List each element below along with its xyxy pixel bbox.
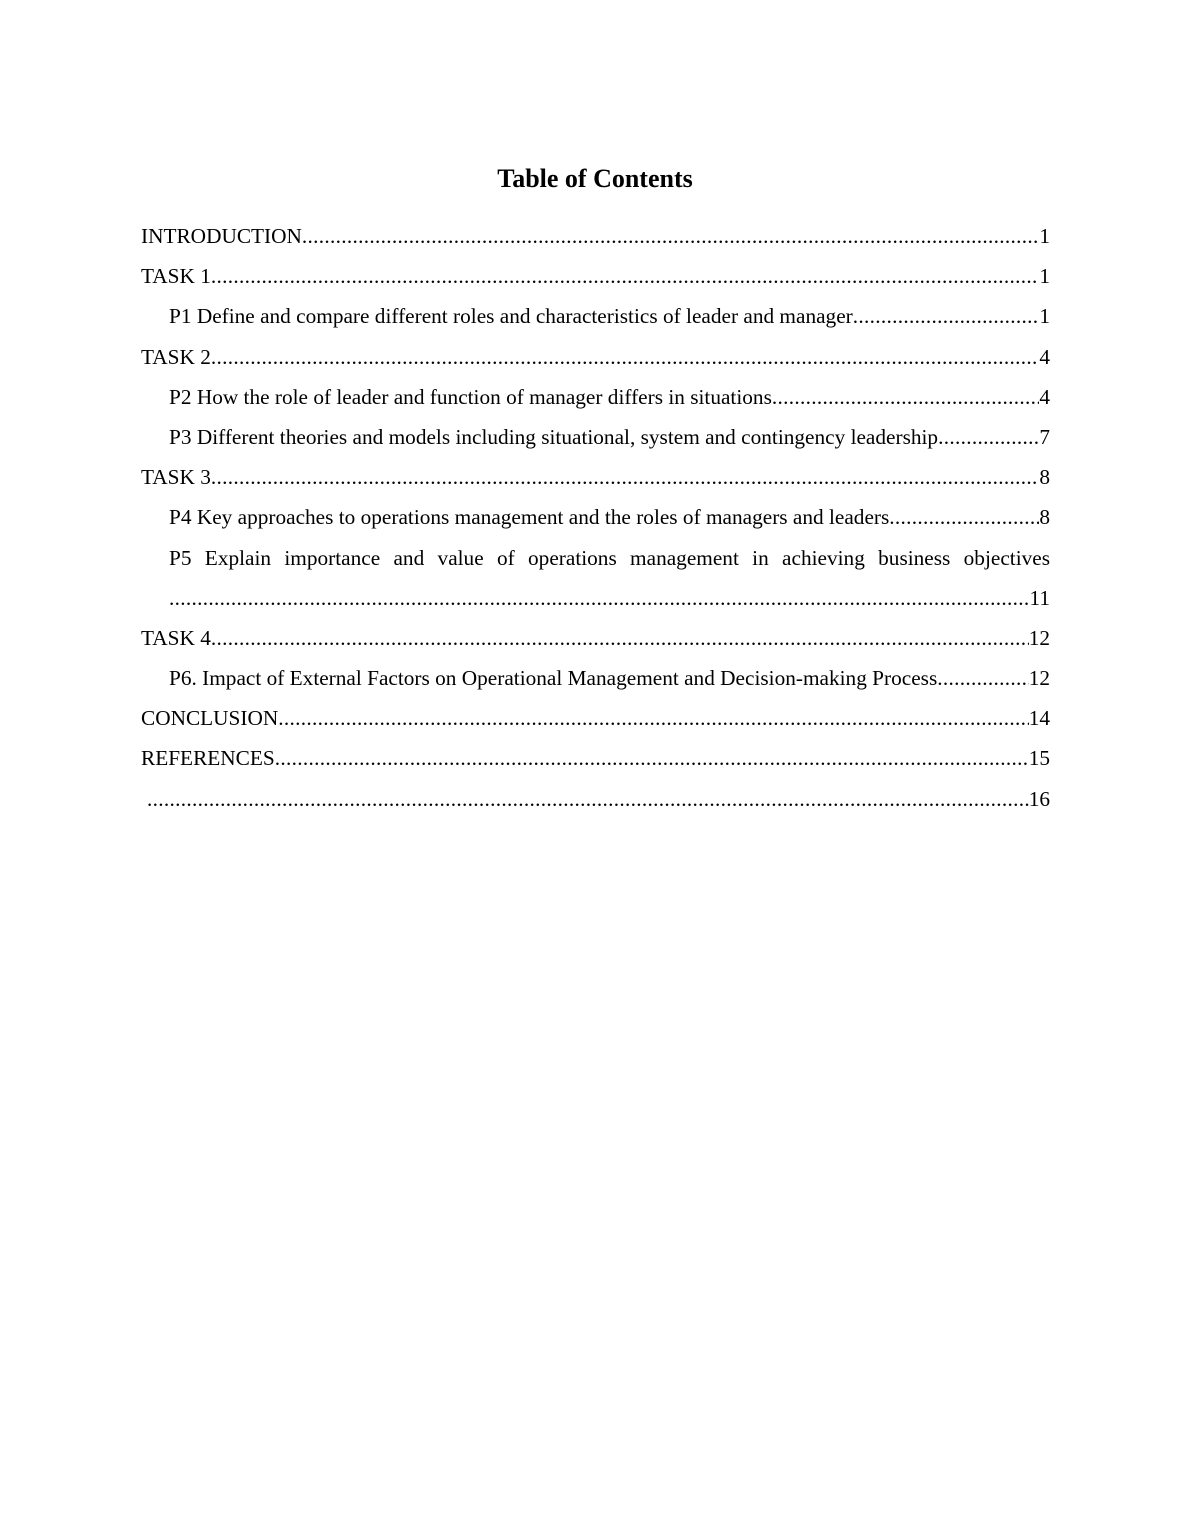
toc-entry-label: P3 Different theories and models including situational, system and contingency leadership: [169, 424, 939, 449]
toc-dot-leader: [772, 377, 1039, 417]
toc-entry-p5-continuation[interactable]: [141, 578, 1050, 618]
toc-dot-leader: [211, 337, 1039, 377]
toc-page-number: 11: [1029, 585, 1050, 610]
toc-entry-label: INTRODUCTION: [141, 224, 302, 248]
toc-page-number: 16: [1028, 786, 1050, 811]
toc-page-number: 8: [1039, 465, 1050, 490]
toc-entry-introduction[interactable]: [141, 216, 1050, 256]
toc-entry-task4[interactable]: [141, 618, 1050, 658]
toc-entry-label: TASK 3: [141, 465, 211, 490]
toc-page-number: 4: [1039, 344, 1050, 369]
toc-dot-leader: [938, 417, 1039, 457]
toc-entry-label: P5 Explain importance and value of operations management in achieving business objectives: [169, 545, 1050, 570]
toc-entry-label: P4 Key approaches to operations management and the roles of managers and leaders: [169, 505, 890, 530]
toc-entry-label: P1 Define and compare different roles and characteristics of leader and manager: [169, 304, 853, 329]
toc-page-number: 7: [1039, 424, 1050, 449]
toc-dot-leader: [302, 216, 1039, 256]
toc-page-number: 8: [1039, 505, 1050, 530]
toc-dot-leader: [853, 296, 1040, 336]
toc-entry-label: P2 How the role of leader and function of manager differs in situations: [169, 384, 772, 409]
toc-entry-label: TASK 4: [141, 625, 211, 650]
toc-dot-leader: [275, 738, 1029, 778]
toc-entry-task1[interactable]: [141, 256, 1050, 296]
toc-entry-label: REFERENCES: [141, 746, 275, 771]
toc-entry-task2[interactable]: [141, 337, 1050, 377]
toc-dot-leader: [211, 457, 1039, 497]
toc-dot-leader: [211, 618, 1029, 658]
table-of-contents: [141, 216, 1050, 819]
toc-entry-p5[interactable]: [141, 538, 1050, 578]
toc-dot-leader: [211, 256, 1039, 296]
toc-dot-leader: [169, 578, 1029, 618]
toc-entry-untitled[interactable]: [141, 779, 1050, 819]
toc-entry-references[interactable]: [141, 738, 1050, 778]
toc-entry-p6[interactable]: [141, 658, 1050, 698]
toc-entry-p3[interactable]: [141, 417, 1050, 457]
toc-entry-label: CONCLUSION: [141, 706, 279, 731]
toc-page-number: 1: [1039, 304, 1050, 329]
toc-dot-leader: [278, 698, 1028, 738]
toc-entry-label: TASK 2: [141, 344, 211, 369]
toc-dot-leader: [889, 497, 1039, 537]
toc-dot-leader: [937, 658, 1028, 698]
toc-entry-p1[interactable]: [141, 296, 1050, 336]
toc-entry-p4[interactable]: [141, 497, 1050, 537]
toc-entry-label: P6. Impact of External Factors on Operational Management and Decision-making Process: [169, 666, 938, 691]
toc-entry-label: TASK 1: [141, 264, 211, 289]
toc-page-number: 1: [1039, 264, 1050, 289]
toc-dot-leader: [147, 779, 1029, 819]
toc-entry-task3[interactable]: [141, 457, 1050, 497]
toc-title: Table of Contents: [497, 164, 693, 193]
toc-page-number: 12: [1028, 666, 1050, 691]
toc-page-number: 4: [1039, 384, 1050, 409]
toc-page-number: 12: [1028, 625, 1050, 650]
toc-page-number: 14: [1028, 706, 1050, 731]
toc-page-number: 15: [1028, 746, 1050, 771]
toc-entry-p2[interactable]: [141, 377, 1050, 417]
toc-page-number: 1: [1039, 224, 1050, 248]
toc-entry-conclusion[interactable]: [141, 698, 1050, 738]
